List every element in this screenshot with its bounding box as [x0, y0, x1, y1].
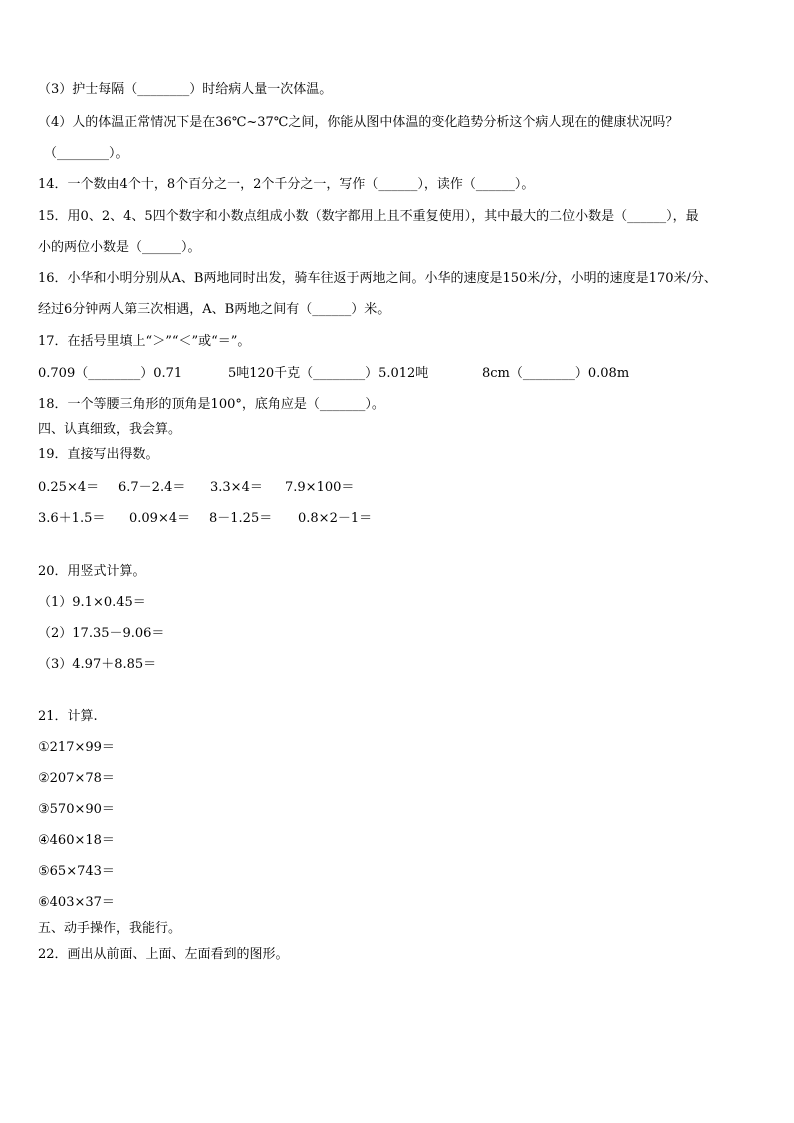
q21-item-1: ①217×99＝ — [38, 740, 115, 755]
q15-text-line1: 15．用0、2、4、5四个数字和小数点组成小数（数字都用上且不重复使用），其中最大的二位小数是（______），最 — [38, 209, 699, 224]
q21-item-3: ③570×90＝ — [38, 802, 115, 817]
q17-item-3: 8cm（________）0.08m — [482, 366, 630, 381]
q17-text: 17．在括号里填上“＞”“＜”或“＝”。 — [38, 334, 251, 349]
q20-part-2: （2）17.35－9.06＝ — [38, 626, 165, 641]
q21-item-5: ⑤65×743＝ — [38, 864, 115, 879]
q20-part-1: （1）9.1×0.45＝ — [38, 595, 146, 610]
q19-expression: 6.7－2.4＝ — [118, 480, 186, 495]
q17-item-1: 0.709（________）0.71 — [38, 366, 183, 381]
q20-part-3: （3）4.97＋8.85＝ — [38, 657, 157, 672]
q19-expression: 0.25×4＝ — [38, 480, 100, 495]
q19-expression: 3.6＋1.5＝ — [38, 511, 106, 526]
q19-expression: 0.09×4＝ — [129, 511, 191, 526]
q19-expression: 0.8×2－1＝ — [298, 511, 373, 526]
q17-item-2: 5吨120千克（________）5.012吨 — [228, 366, 429, 381]
q14-text: 14．一个数由4个十，8个百分之一，2个千分之一，写作（______），读作（______）。 — [38, 177, 535, 192]
section-5-heading: 五、动手操作，我能行。 — [38, 921, 182, 936]
q13-4-text: （4）人的体温正常情况下是在36℃~37℃之间，你能从图中体温的变化趋势分析这个病人现在的健康状况吗？ — [38, 115, 679, 130]
q16-text-line1: 16．小华和小明分别从A、B两地同时出发，骑车往返于两地之间。小华的速度是150米/分，小明的速度是170米/分、 — [38, 271, 717, 286]
q16-text-line2: 经过6分钟两人第三次相遇，A、B两地之间有（______）米。 — [38, 302, 391, 317]
q19-expression: 3.3×4＝ — [210, 480, 263, 495]
q21-item-2: ②207×78＝ — [38, 771, 115, 786]
q19-expression: 8－1.25＝ — [209, 511, 273, 526]
q15-text-line2: 小的两位小数是（______）。 — [38, 240, 201, 255]
q21-item-4: ④460×18＝ — [38, 833, 115, 848]
q13-4-answer-blank: （________）。 — [44, 146, 129, 161]
q19-expression: 7.9×100＝ — [285, 480, 355, 495]
q22-text: 22．画出从前面、上面、左面看到的图形。 — [38, 947, 289, 962]
q13-3-text: （3）护士每隔（________）时给病人量一次体温。 — [38, 82, 333, 97]
q21-item-6: ⑥403×37＝ — [38, 895, 115, 910]
q20-text: 20．用竖式计算。 — [38, 564, 146, 579]
q19-text: 19．直接写出得数。 — [38, 447, 159, 462]
section-4-heading: 四、认真细致，我会算。 — [38, 422, 182, 437]
q18-text: 18．一个等腰三角形的顶角是100°，底角应是（_______）。 — [38, 397, 385, 412]
q21-text: 21．计算. — [38, 709, 98, 724]
